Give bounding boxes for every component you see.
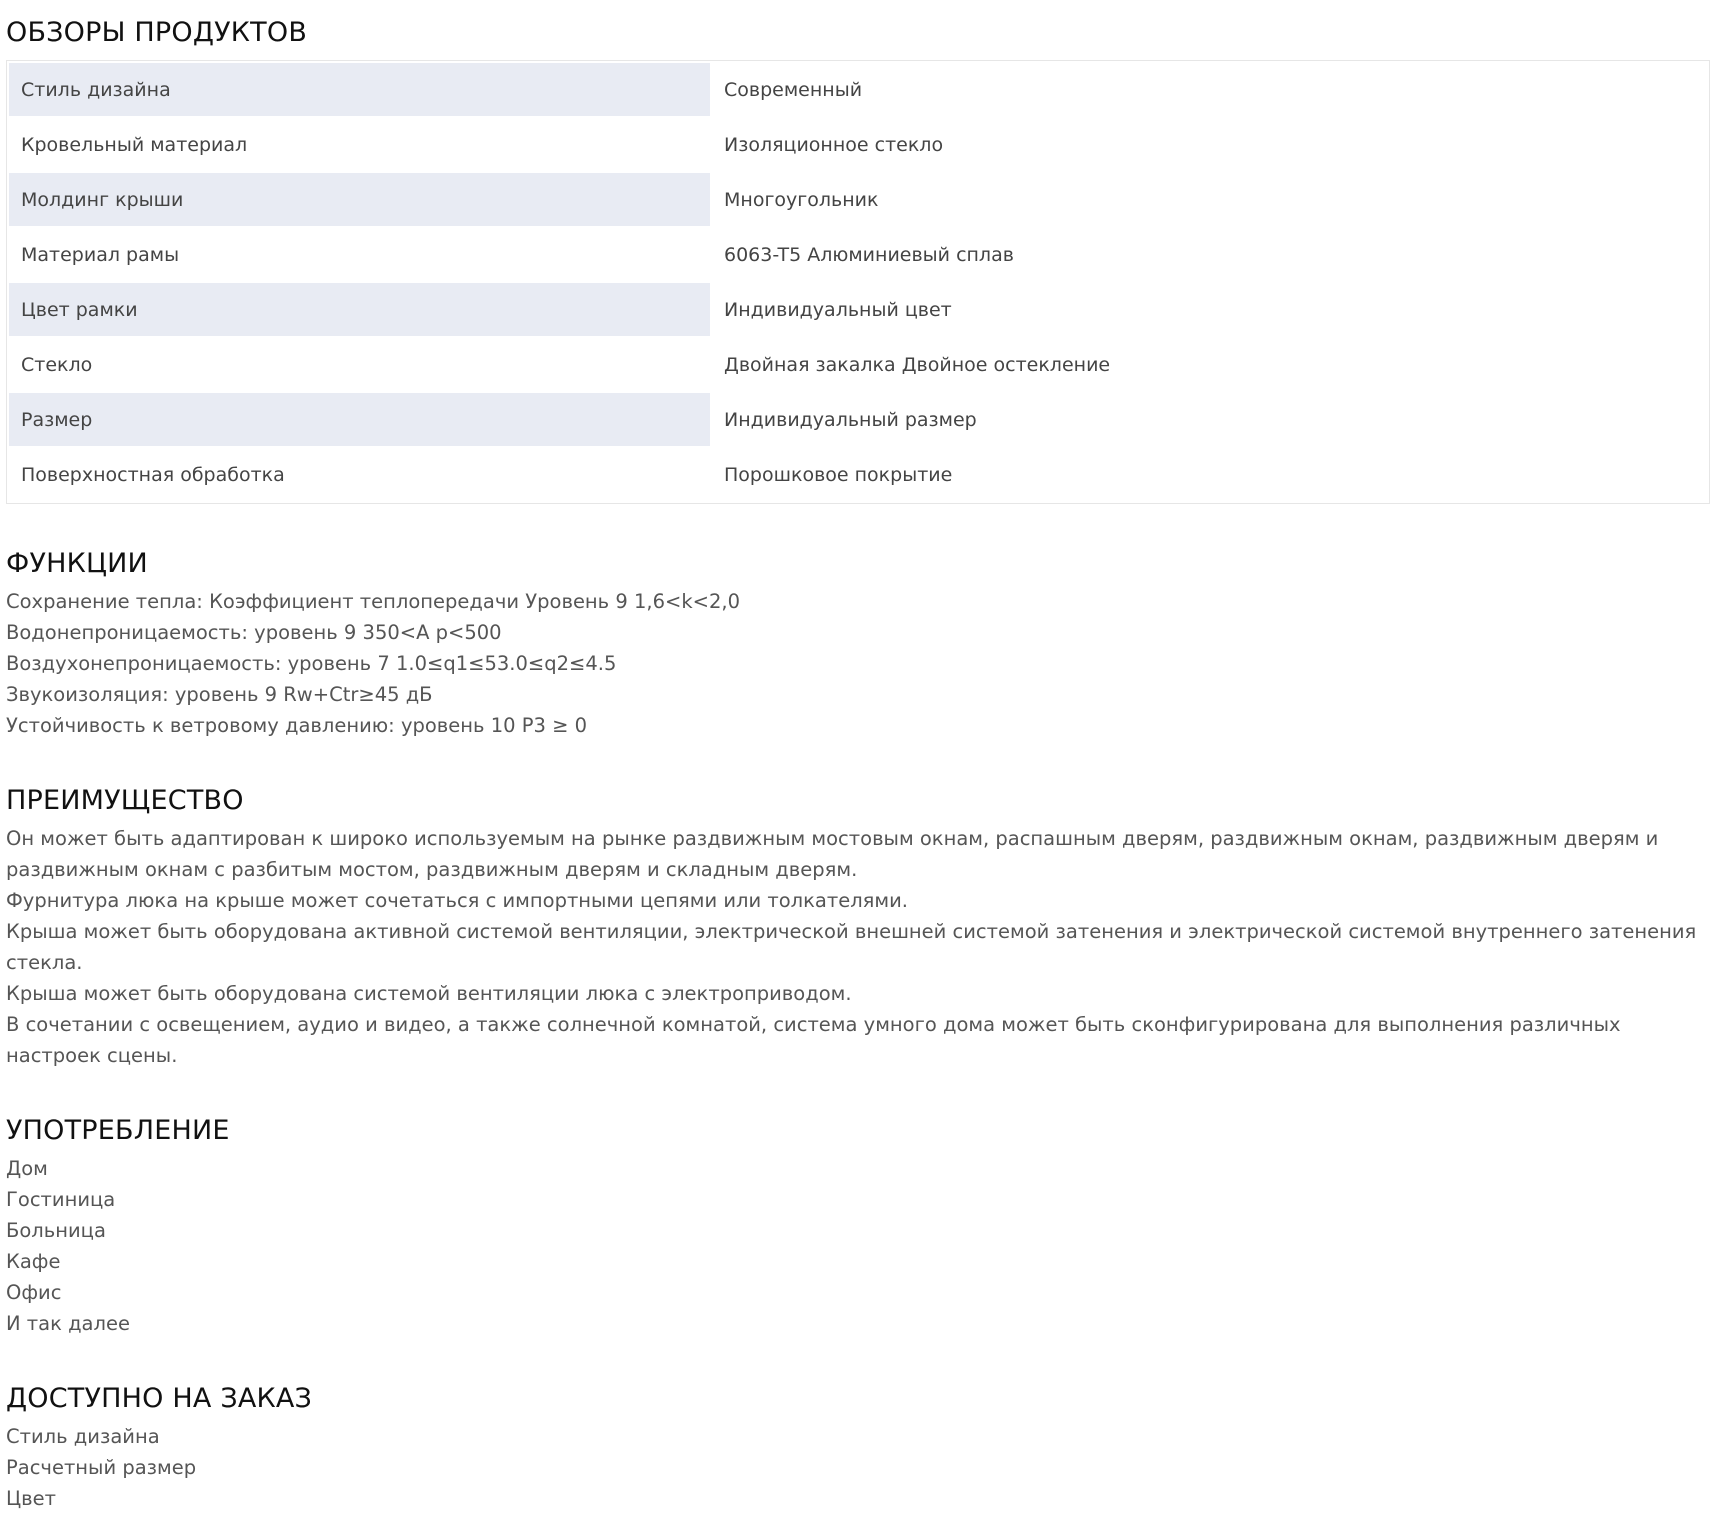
table-row [9, 283, 1707, 336]
advantages-section [6, 785, 1710, 1071]
list-item: Кафе [6, 1250, 61, 1273]
list-item: Воздухонепроницаемость: уровень 7 1.0≤q1≤53.0≤q2≤4.5 [6, 652, 617, 675]
table-row [9, 118, 1707, 171]
list-item: Гостиница [6, 1188, 116, 1211]
order-list [6, 1421, 1710, 1514]
spec-value: Индивидуальный размер [724, 408, 977, 431]
spec-value: Изоляционное стекло [724, 133, 944, 156]
list-item: И так далее [6, 1312, 130, 1335]
order-section [6, 1383, 1710, 1514]
usage-list [6, 1153, 1710, 1339]
list-item: Цвет [6, 1487, 56, 1510]
spec-key: Поверхностная обработка [21, 463, 285, 486]
list-item: Устойчивость к ветровому давлению: уровень 10 P3 ≥ 0 [6, 714, 588, 737]
spec-value: 6063-T5 Алюминиевый сплав [724, 243, 1014, 266]
list-item: Сохранение тепла: Коэффициент теплопередачи Уровень 9 1,6<k<2,0 [6, 590, 740, 613]
spec-key: Цвет рамки [9, 283, 710, 336]
spec-value: Многоугольник [724, 188, 879, 211]
features-title: ФУНКЦИИ [6, 548, 148, 579]
table-row [9, 448, 1707, 501]
spec-value: Современный [724, 78, 863, 101]
list-item: Офис [6, 1281, 62, 1304]
list-item: Крыша может быть оборудована системой вентиляции люка с электроприводом. [6, 982, 852, 1005]
usage-title: УПОТРЕБЛЕНИЕ [6, 1115, 230, 1146]
spec-key: Материал рамы [21, 243, 180, 266]
list-item: Он может быть адаптирован к широко используемым на рынке раздвижным мостовым окнам, распашным дверям, раздвижным окнам, раздвижным дверям и раздвижным окнам с разбитым мостом, раздвижным дверям и складным дверям. [6, 827, 1659, 881]
spec-key: Стекло [21, 353, 93, 376]
table-row [9, 228, 1707, 281]
order-title: ДОСТУПНО НА ЗАКАЗ [6, 1383, 313, 1414]
spec-value: Индивидуальный цвет [724, 298, 952, 321]
spec-value: Порошковое покрытие [724, 463, 953, 486]
table-row [9, 173, 1707, 226]
features-list [6, 586, 1710, 741]
spec-table [6, 60, 1710, 504]
spec-key: Стиль дизайна [9, 63, 710, 116]
overview-title: ОБЗОРЫ ПРОДУКТОВ [6, 17, 308, 48]
table-row [9, 63, 1707, 116]
spec-key: Молдинг крыши [9, 173, 710, 226]
list-item: Расчетный размер [6, 1456, 197, 1479]
advantages-title: ПРЕИМУЩЕСТВО [6, 785, 244, 816]
list-item: Звукоизоляция: уровень 9 Rw+Ctr≥45 дБ [6, 683, 433, 706]
list-item: В сочетании с освещением, аудио и видео, а также солнечной комнатой, система умного дома может быть сконфигурирована для выполнения различных настроек сцены. [6, 1013, 1621, 1067]
spec-key: Кровельный материал [21, 133, 248, 156]
list-item: Фурнитура люка на крыше может сочетаться с импортными цепями или толкателями. [6, 889, 908, 912]
table-row [9, 393, 1707, 446]
advantages-list [6, 823, 1710, 1071]
features-section [6, 548, 1710, 741]
list-item: Стиль дизайна [6, 1425, 160, 1448]
spec-value: Двойная закалка Двойное остекление [724, 353, 1111, 376]
table-row [9, 338, 1707, 391]
list-item: Больница [6, 1219, 106, 1242]
spec-key: Размер [9, 393, 710, 446]
list-item: Водонепроницаемость: уровень 9 350<A p<500 [6, 621, 502, 644]
usage-section [6, 1115, 1710, 1339]
list-item: Крыша может быть оборудована активной системой вентиляции, электрической внешней системой затенения и электрической системой внутреннего затенения стекла. [6, 920, 1697, 974]
list-item: Дом [6, 1157, 48, 1180]
